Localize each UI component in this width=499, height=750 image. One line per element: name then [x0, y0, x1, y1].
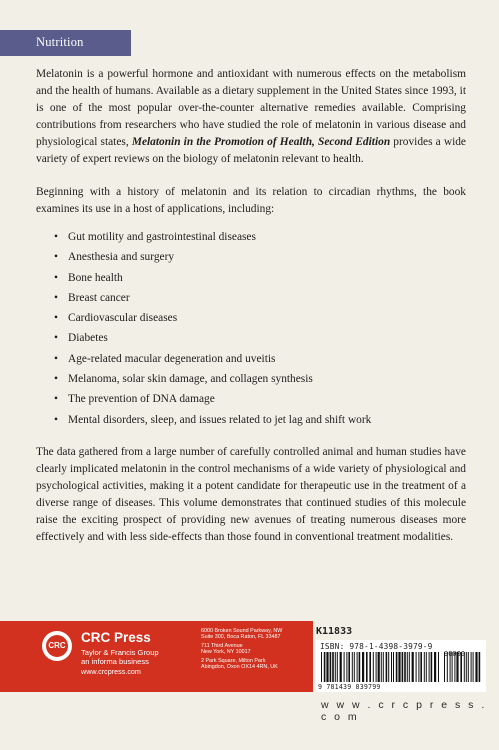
conclusion-paragraph: The data gathered from a large number of carefully controlled animal and human studies have clearly implicated melatonin in the control mechanisms of a wide variety of physiological and psychological activities, making it a potent candidate for therapeutic use in the treatment of a diverse range of diseases. This volume demonstrates that continued studies of this molecule raise the exciting prospect of providing new avenues of treating numerous diseases more effectively and with less side-effects than those found in conventional treatment modalities. — [36, 445, 466, 543]
barcode-bar — [407, 652, 408, 682]
address-line: 2 Park Square, Milton Park — [201, 657, 266, 664]
address-line: 6000 Broken Sound Parkway, NW — [201, 628, 283, 634]
intro-text-end: provides a wide variety of expert reviews on the biology of melatonin relevant to health. — [36, 136, 466, 165]
list-item-text: Bone health — [68, 271, 123, 284]
barcode-bar — [388, 652, 389, 682]
barcode-bar — [330, 652, 332, 682]
list-item — [54, 247, 466, 267]
barcode-bar — [332, 652, 334, 682]
product-code: K11833 — [316, 626, 353, 637]
publisher-addresses — [201, 628, 282, 672]
list-item — [54, 308, 466, 328]
list-item-text: Age-related macular degeneration and uveitis — [68, 352, 276, 365]
bullet-icon: • — [54, 251, 58, 264]
barcode-bar — [475, 652, 477, 682]
barcode-bar — [464, 652, 465, 682]
barcode-bar — [337, 652, 338, 682]
bullet-icon: • — [54, 271, 58, 284]
barcode-bar — [393, 652, 394, 682]
bullet-icon: • — [54, 231, 58, 243]
list-item — [54, 328, 466, 348]
publisher-panel — [0, 621, 313, 692]
barcode-bar — [362, 652, 364, 682]
address-line: Abingdon, Oxon OX14 4RN, UK — [201, 664, 278, 671]
barcode-bar — [402, 652, 404, 682]
list-item-text: Anesthesia and surgery — [68, 251, 175, 264]
barcode-bars — [321, 652, 439, 682]
list-item — [54, 288, 466, 308]
bullet-icon: • — [54, 393, 58, 406]
address-line: Suite 300, Boca Raton, FL 33487 — [201, 634, 281, 641]
barcode-bar — [460, 652, 462, 682]
book-title: Melatonin in the Promotion of Health, Second Edition — [131, 136, 391, 148]
barcode-bar — [418, 652, 419, 682]
barcode-bar — [383, 652, 384, 682]
barcode-bar — [429, 652, 430, 682]
barcode-bar — [335, 652, 336, 682]
barcode-bar — [420, 652, 422, 682]
barcode-bar — [454, 652, 455, 682]
barcode-bar — [473, 652, 474, 682]
barcode-box — [316, 640, 486, 692]
publisher-url: www.crcpress.com — [81, 667, 141, 676]
barcode-bar — [412, 652, 414, 682]
list-item-text: Diabetes — [68, 332, 108, 345]
barcode-bar — [456, 652, 458, 682]
barcode-bar — [381, 652, 382, 682]
publisher-address — [201, 658, 282, 671]
crc-logo-text: CRC — [46, 635, 68, 657]
publisher-group — [81, 648, 159, 666]
bullet-icon: • — [54, 332, 58, 345]
address-line: New York, NY 10017 — [201, 649, 251, 656]
intro-text-start: Melatonin is a powerful hormone and antioxidant with numerous effects on the metabolism and the health of humans. Available as a dietary supplement in the United States since 1993, it is one of the most popular over-the-counter alternative remedies available. Comprising contributions from researchers who have studied the role of melatonin in various disease and physiological states, — [36, 68, 466, 148]
isbn-label: ISBN: 978-1-4398-3979-9 — [320, 642, 433, 651]
barcode-digits: 9 781439 839799 — [318, 683, 381, 691]
barcode-bar — [391, 652, 392, 682]
barcode-bar — [373, 652, 374, 682]
barcode-bar — [431, 652, 433, 682]
barcode-bar — [398, 652, 400, 682]
barcode-bar — [348, 652, 350, 682]
publisher-group-tagline: an informa business — [81, 657, 149, 666]
list-item-text: Mental disorders, sleep, and issues related to jet lag and shift work — [68, 413, 372, 426]
barcode-bar — [352, 652, 353, 682]
barcode-bar — [340, 652, 342, 682]
back-cover-text — [36, 66, 466, 546]
barcode-bar — [326, 652, 328, 682]
barcode-bar — [366, 652, 368, 682]
list-item — [54, 369, 466, 389]
barcode-bar — [424, 652, 425, 682]
address-line: 711 Third Avenue — [201, 642, 243, 649]
barcode-bar — [434, 652, 436, 682]
list-item-text: Melanoma, solar skin damage, and collagen synthesis — [68, 373, 313, 386]
barcode-bar — [321, 652, 322, 682]
barcode-bar — [324, 652, 326, 682]
barcode-block — [316, 626, 494, 690]
barcode-bar — [468, 652, 469, 682]
publisher-group-name: Taylor & Francis Group — [81, 648, 159, 657]
crc-logo-icon — [42, 631, 72, 661]
barcode-bar — [466, 652, 467, 682]
list-item — [54, 349, 466, 369]
list-item-text: Gut motility and gastrointestinal diseases — [68, 231, 256, 243]
barcode-bar — [344, 652, 345, 682]
list-item — [54, 268, 466, 288]
bullet-icon: • — [54, 373, 58, 386]
barcode-bar — [396, 652, 398, 682]
barcode-addon-bars — [444, 652, 482, 682]
barcode-bar — [452, 652, 453, 682]
bullet-icon: • — [54, 352, 58, 365]
barcode-bar — [447, 652, 448, 682]
barcode-bar — [444, 652, 445, 682]
barcode-bar — [378, 652, 380, 682]
barcode-bar — [359, 652, 361, 682]
barcode-bar — [471, 652, 472, 682]
publisher-address — [201, 643, 282, 656]
barcode-bar — [409, 652, 410, 682]
barcode-bar — [426, 652, 427, 682]
list-item — [54, 410, 466, 430]
list-item — [54, 389, 466, 409]
list-item-text: Cardiovascular diseases — [68, 312, 178, 325]
list-item-text: Breast cancer — [68, 291, 130, 304]
barcode-bar — [357, 652, 358, 682]
barcode-bar — [416, 652, 417, 682]
applications-list — [36, 227, 466, 430]
barcode-bar — [404, 652, 406, 682]
applications-intro: Beginning with a history of melatonin and its relation to circadian rhythms, the book examines its use in a host of applications, including: — [36, 186, 466, 215]
publisher-address — [201, 628, 282, 641]
intro-paragraph — [36, 66, 466, 168]
barcode-bar — [438, 652, 439, 682]
barcode-bar — [450, 652, 451, 682]
publisher-name: CRC Press — [81, 630, 151, 645]
footer-site-url: w w w . c r c p r e s s . c o m — [321, 699, 487, 723]
category-bar — [0, 30, 131, 56]
bullet-icon: • — [54, 312, 58, 325]
barcode-bar — [346, 652, 347, 682]
list-item — [54, 227, 466, 247]
barcode-bar — [479, 652, 481, 682]
barcode-bar — [386, 652, 388, 682]
bullet-icon: • — [54, 291, 58, 304]
list-item-text: The prevention of DNA damage — [68, 393, 215, 406]
barcode-bar — [369, 652, 371, 682]
category-label: Nutrition — [36, 35, 84, 49]
barcode-bar — [354, 652, 355, 682]
bullet-icon: • — [54, 413, 58, 426]
barcode-bar — [376, 652, 377, 682]
